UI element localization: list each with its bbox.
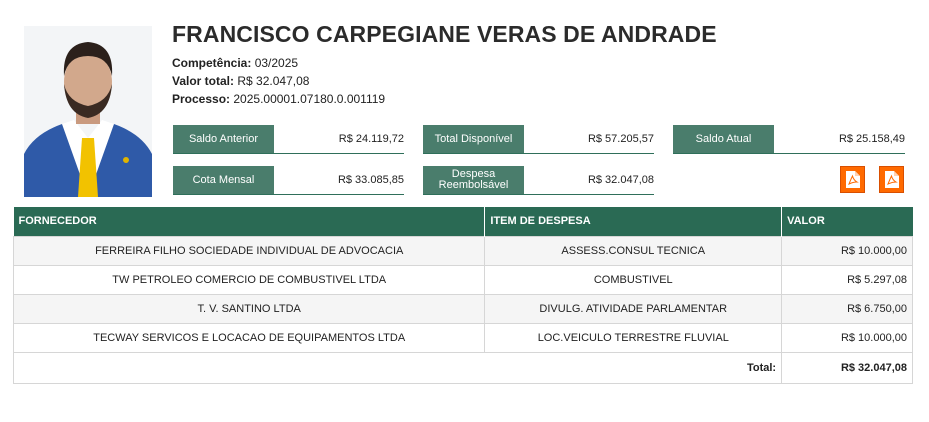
- cell-fornecedor: TECWAY SERVICOS E LOCACAO DE EQUIPAMENTOS LTDA: [14, 323, 485, 352]
- cell-item: DIVULG. ATIVIDADE PARLAMENTAR: [485, 294, 782, 323]
- cell-fornecedor: FERREIRA FILHO SOCIEDADE INDIVIDUAL DE ADVOCACIA: [14, 236, 485, 265]
- despesa-reembolsavel-box: [423, 166, 654, 195]
- pdf-icon: [884, 171, 899, 188]
- total-disponivel-value: R$ 57.205,57: [587, 133, 654, 145]
- cell-valor: R$ 6.750,00: [782, 294, 913, 323]
- saldo-atual-value: R$ 25.158,49: [838, 133, 905, 145]
- competencia-line: [172, 56, 298, 70]
- cell-valor: R$ 5.297,08: [782, 265, 913, 294]
- total-disponivel-box: [423, 125, 654, 154]
- saldo-atual-box: [673, 125, 905, 154]
- deputy-name: FRANCISCO CARPEGIANE VERAS DE ANDRADE: [172, 21, 717, 47]
- pdf-download-button-2[interactable]: [879, 166, 904, 193]
- cell-valor: R$ 10.000,00: [782, 323, 913, 352]
- valor-total-label: Valor total:: [172, 74, 235, 88]
- total-label: Total:: [14, 352, 782, 383]
- cota-mensal-value: R$ 33.085,85: [337, 174, 404, 186]
- processo-line: [172, 92, 385, 106]
- cell-fornecedor: T. V. SANTINO LTDA: [14, 294, 485, 323]
- valor-total-value: R$ 32.047,08: [237, 74, 310, 88]
- cell-valor: R$ 10.000,00: [782, 236, 913, 265]
- cell-item: COMBUSTIVEL: [485, 265, 782, 294]
- pdf-download-button-1[interactable]: [840, 166, 865, 193]
- cell-fornecedor: TW PETROLEO COMERCIO DE COMBUSTIVEL LTDA: [14, 265, 485, 294]
- table-total-row: [14, 352, 913, 383]
- saldo-anterior-value: R$ 24.119,72: [338, 133, 404, 145]
- valor-total-line: [172, 74, 309, 88]
- table-row: [14, 236, 913, 265]
- table-row: [14, 323, 913, 352]
- header-item-despesa: ITEM DE DESPESA: [485, 207, 782, 236]
- despesa-reembolsavel-value: R$ 32.047,08: [587, 174, 654, 186]
- pdf-icon: [845, 171, 860, 188]
- processo-label: Processo:: [172, 92, 231, 106]
- cota-mensal-box: [173, 166, 404, 195]
- cell-item: LOC.VEICULO TERRESTRE FLUVIAL: [485, 323, 782, 352]
- header-valor: VALOR: [782, 207, 913, 236]
- total-disponivel-label: Total Disponível: [423, 125, 524, 153]
- processo-value: 2025.00001.07180.0.001119: [233, 92, 386, 106]
- cell-item: ASSESS.CONSUL TECNICA: [485, 236, 782, 265]
- despesa-reembolsavel-label: Despesa Reembolsável: [423, 166, 524, 194]
- competencia-label: Competência:: [172, 56, 252, 70]
- competencia-value: 03/2025: [254, 56, 299, 70]
- saldo-anterior-label: Saldo Anterior: [173, 125, 274, 153]
- cota-mensal-label: Cota Mensal: [173, 166, 274, 194]
- table-row: [14, 265, 913, 294]
- table-header-row: [14, 207, 913, 236]
- total-value: R$ 32.047,08: [782, 352, 913, 383]
- saldo-anterior-box: [173, 125, 404, 154]
- expenses-table: [13, 207, 913, 384]
- table-row: [14, 294, 913, 323]
- saldo-atual-label: Saldo Atual: [673, 125, 774, 153]
- header-fornecedor: FORNECEDOR: [14, 207, 485, 236]
- deputy-photo: [24, 26, 152, 197]
